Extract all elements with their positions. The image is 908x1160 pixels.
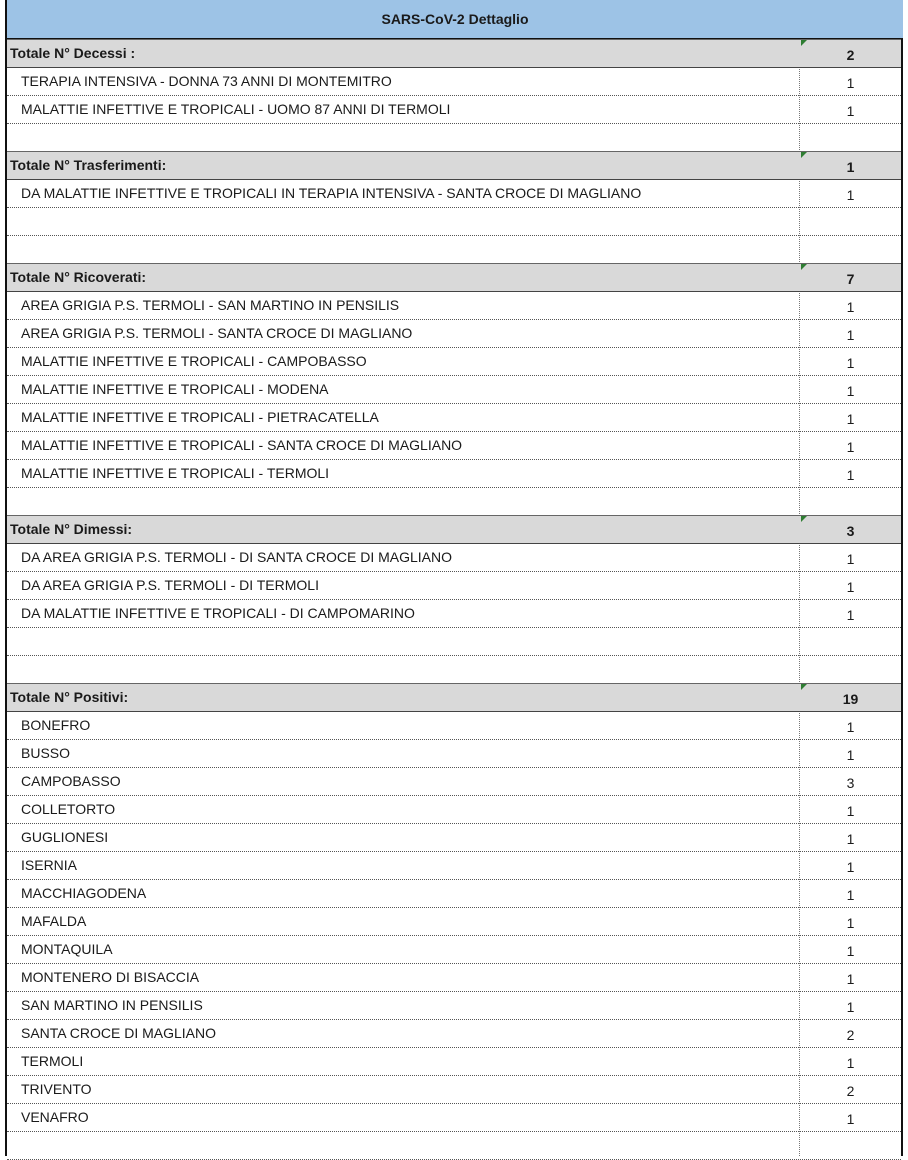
section-label: Totale N° Trasferimenti: xyxy=(10,157,167,173)
empty-row xyxy=(7,488,901,516)
table-row xyxy=(7,768,901,796)
row-count: 1 xyxy=(846,831,855,847)
table-row xyxy=(7,824,901,852)
table-row xyxy=(7,68,901,96)
row-count: 1 xyxy=(846,579,855,595)
row-description: SAN MARTINO IN PENSILIS xyxy=(21,997,203,1013)
row-description: MONTENERO DI BISACCIA xyxy=(21,969,200,985)
section-header-row xyxy=(7,264,901,292)
table-row xyxy=(7,1076,901,1104)
row-description: MAFALDA xyxy=(21,913,87,929)
row-description: DA AREA GRIGIA P.S. TERMOLI - DI TERMOLI xyxy=(21,577,319,593)
row-count: 1 xyxy=(846,971,855,987)
section-total: 1 xyxy=(846,159,855,175)
section-label: Totale N° Decessi : xyxy=(10,45,136,61)
section-label: Totale N° Ricoverati: xyxy=(10,269,147,285)
empty-row xyxy=(7,208,901,236)
row-description: ISERNIA xyxy=(21,857,78,873)
table-row xyxy=(7,936,901,964)
row-count: 1 xyxy=(846,299,855,315)
row-description: AREA GRIGIA P.S. TERMOLI - SANTA CROCE DI MAGLIANO xyxy=(21,325,413,341)
table-row xyxy=(7,964,901,992)
section-header-row xyxy=(7,684,901,712)
table-row xyxy=(7,404,901,432)
row-description: MALATTIE INFETTIVE E TROPICALI - SANTA CROCE DI MAGLIANO xyxy=(21,437,463,453)
row-description: TERMOLI xyxy=(21,1053,84,1069)
row-count: 1 xyxy=(846,1111,855,1127)
row-description: AREA GRIGIA P.S. TERMOLI - SAN MARTINO IN PENSILIS xyxy=(21,297,400,313)
row-count: 1 xyxy=(846,355,855,371)
row-description: MACCHIAGODENA xyxy=(21,885,147,901)
row-description: BUSSO xyxy=(21,745,71,761)
row-count: 1 xyxy=(846,75,855,91)
row-description: MONTAQUILA xyxy=(21,941,113,957)
table-row xyxy=(7,376,901,404)
table-row xyxy=(7,992,901,1020)
row-description: MALATTIE INFETTIVE E TROPICALI - MODENA xyxy=(21,381,329,397)
row-description: COLLETORTO xyxy=(21,801,116,817)
row-count: 1 xyxy=(846,859,855,875)
row-count: 3 xyxy=(846,775,855,791)
row-description: SANTA CROCE DI MAGLIANO xyxy=(21,1025,216,1041)
table-row xyxy=(7,712,901,740)
empty-row xyxy=(7,656,901,684)
section-label: Totale N° Dimessi: xyxy=(10,521,133,537)
row-count: 1 xyxy=(846,607,855,623)
row-count: 1 xyxy=(846,999,855,1015)
row-count: 2 xyxy=(846,1027,855,1043)
row-description: MALATTIE INFETTIVE E TROPICALI - CAMPOBASSO xyxy=(21,353,367,369)
table-row xyxy=(7,908,901,936)
table-row xyxy=(7,96,901,124)
table-row xyxy=(7,180,901,208)
row-count: 2 xyxy=(846,1083,855,1099)
row-count: 1 xyxy=(846,1055,855,1071)
row-description: DA MALATTIE INFETTIVE E TROPICALI - DI CAMPOMARINO xyxy=(21,605,415,621)
empty-row xyxy=(7,124,901,152)
row-count: 1 xyxy=(846,915,855,931)
row-description: CAMPOBASSO xyxy=(21,773,121,789)
table-row xyxy=(7,600,901,628)
section-total: 19 xyxy=(842,691,859,707)
table-row xyxy=(7,880,901,908)
table-row xyxy=(7,1048,901,1076)
empty-row xyxy=(7,628,901,656)
row-description: MALATTIE INFETTIVE E TROPICALI - TERMOLI xyxy=(21,465,330,481)
row-description: MALATTIE INFETTIVE E TROPICALI - PIETRACATELLA xyxy=(21,409,379,425)
row-count: 1 xyxy=(846,747,855,763)
row-description: VENAFRO xyxy=(21,1109,89,1125)
table-row xyxy=(7,740,901,768)
row-description: DA MALATTIE INFETTIVE E TROPICALI IN TERAPIA INTENSIVA - SANTA CROCE DI MAGLIANO xyxy=(21,185,642,201)
row-count: 1 xyxy=(846,383,855,399)
row-count: 1 xyxy=(846,943,855,959)
sheet-title: SARS-CoV-2 Dettaglio xyxy=(7,0,903,40)
table-row xyxy=(7,320,901,348)
table-row xyxy=(7,796,901,824)
section-header-row xyxy=(7,152,901,180)
spreadsheet xyxy=(5,0,903,1156)
table-body xyxy=(7,40,901,1160)
section-total: 2 xyxy=(846,47,855,63)
table-row xyxy=(7,432,901,460)
table-row xyxy=(7,1020,901,1048)
section-label: Totale N° Positivi: xyxy=(10,689,129,705)
table-row xyxy=(7,348,901,376)
table-row xyxy=(7,572,901,600)
row-description: TRIVENTO xyxy=(21,1081,92,1097)
table-row xyxy=(7,292,901,320)
table-row xyxy=(7,460,901,488)
row-description: MALATTIE INFETTIVE E TROPICALI - UOMO 87 ANNI DI TERMOLI xyxy=(21,101,451,117)
table-row xyxy=(7,1104,901,1132)
row-count: 1 xyxy=(846,439,855,455)
table-row xyxy=(7,544,901,572)
row-count: 1 xyxy=(846,467,855,483)
row-count: 1 xyxy=(846,719,855,735)
row-description: BONEFRO xyxy=(21,717,91,733)
row-description: TERAPIA INTENSIVA - DONNA 73 ANNI DI MONTEMITRO xyxy=(21,73,392,89)
row-description: GUGLIONESI xyxy=(21,829,109,845)
row-count: 1 xyxy=(846,887,855,903)
row-count: 1 xyxy=(846,411,855,427)
table-row xyxy=(7,852,901,880)
row-description: DA AREA GRIGIA P.S. TERMOLI - DI SANTA CROCE DI MAGLIANO xyxy=(21,549,452,565)
section-total: 3 xyxy=(846,523,855,539)
section-total: 7 xyxy=(846,271,855,287)
row-count: 1 xyxy=(846,327,855,343)
section-header-row xyxy=(7,40,901,68)
empty-row xyxy=(7,236,901,264)
row-count: 1 xyxy=(846,803,855,819)
row-count: 1 xyxy=(846,187,855,203)
row-count: 1 xyxy=(846,551,855,567)
row-count: 1 xyxy=(846,103,855,119)
section-header-row xyxy=(7,516,901,544)
